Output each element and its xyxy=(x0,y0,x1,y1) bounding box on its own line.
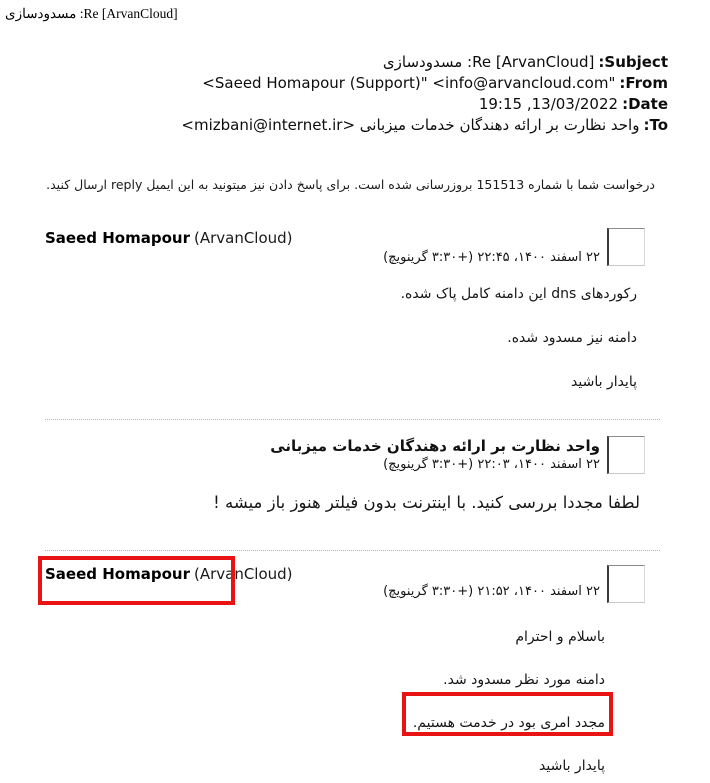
header-field-to xyxy=(181,115,668,136)
message-paragraph: پایدار باشید xyxy=(539,758,605,774)
message-3 xyxy=(0,565,710,780)
broken-avatar-image-icon xyxy=(607,565,645,603)
message-2 xyxy=(0,436,710,536)
page-title: Re [ArvanCloud]: مسدودسازی xyxy=(5,6,178,21)
sender-name: واحد نظارت بر ارائه دهندگان خدمات میزبانی xyxy=(270,437,600,455)
broken-avatar-image-icon xyxy=(607,436,645,474)
sender-name: Saeed Homapour xyxy=(45,229,190,247)
to-label: To: xyxy=(643,116,668,134)
message-date: ۲۲ اسفند ۱۴۰۰، ۲۲:۰۳ (+۳:۳۰ گرینویچ) xyxy=(383,457,600,472)
sender-name[interactable]: Saeed Homapour xyxy=(45,565,190,583)
message-paragraph: رکوردهای dns این دامنه کامل پاک شده. xyxy=(400,286,637,302)
message-body xyxy=(40,285,637,417)
from-value: "Saeed Homapour (Support)" <info@arvancloud.com> xyxy=(202,74,616,92)
header-field-date xyxy=(181,94,668,115)
sender-org: (ArvanCloud) xyxy=(193,565,293,583)
message-paragraph: دامنه نیز مسدود شده. xyxy=(507,330,637,346)
email-header xyxy=(181,52,668,136)
ticket-update-notice: درخواست شما با شماره 151513 بروزرسانی شده است. برای پاسخ دادن نیز میتونید به این ایمیل reply ارسال کنید. xyxy=(46,177,655,192)
broken-avatar-image-icon xyxy=(607,228,645,266)
header-field-subject xyxy=(181,52,668,73)
message-paragraph-highlighted[interactable]: مجدد امری بود در خدمت هستیم. xyxy=(412,715,605,731)
message-body xyxy=(40,493,640,537)
sender-org: (ArvanCloud) xyxy=(193,229,293,247)
message-paragraph: دامنه مورد نظر مسدود شد. xyxy=(443,672,605,688)
from-label: From: xyxy=(619,74,668,92)
message-1 xyxy=(0,228,710,408)
header-field-from xyxy=(181,73,668,94)
message-separator xyxy=(45,550,660,551)
sender-line-highlighted[interactable] xyxy=(45,565,293,583)
subject-label: Subject: xyxy=(598,53,668,71)
date-value: 13/03/2022, 19:15 xyxy=(478,95,619,113)
message-paragraph: باسلام و احترام xyxy=(515,629,605,645)
message-date: ۲۲ اسفند ۱۴۰۰، ۲۲:۴۵ (+۳:۳۰ گرینویچ) xyxy=(383,250,600,265)
message-paragraph: لطفا مجددا بررسی کنید. با اینترنت بدون فیلتر هنوز باز میشه ! xyxy=(213,493,640,512)
message-body xyxy=(40,628,605,783)
message-paragraph: پایدار باشید xyxy=(571,374,637,390)
date-label: Date: xyxy=(622,95,668,113)
subject-value: Re [ArvanCloud]: مسدودسازی xyxy=(382,53,595,71)
sender-line xyxy=(45,229,293,247)
message-date: ۲۲ اسفند ۱۴۰۰، ۲۱:۵۲ (+۳:۳۰ گرینویچ) xyxy=(383,584,600,599)
message-separator xyxy=(45,419,660,420)
to-value: واحد نظارت بر ارائه دهندگان خدمات میزبانی <mizbani@internet.ir> xyxy=(181,116,640,134)
